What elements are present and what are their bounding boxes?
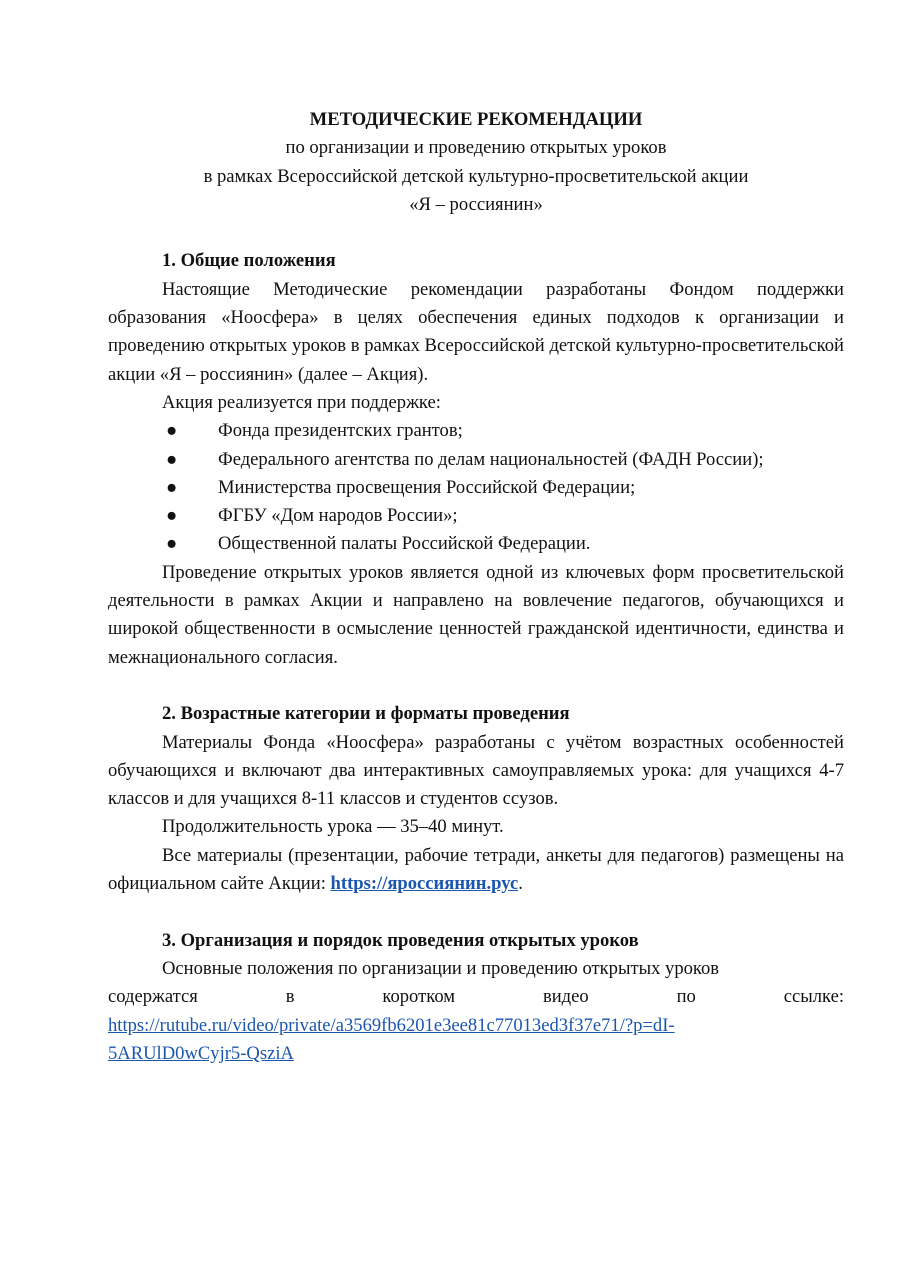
list-item xyxy=(108,417,844,445)
section-2-heading: 2. Возрастные категории и форматы проведения xyxy=(162,703,570,725)
bullet-icon: ● xyxy=(166,505,178,527)
section-3-spread-line xyxy=(108,983,844,1011)
section-2-paragraph-2: Продолжительность урока — 35–40 минут. xyxy=(162,816,504,838)
list-item-text: Общественной палаты Российской Федерации. xyxy=(218,533,591,555)
word: по xyxy=(676,986,696,1008)
list-item xyxy=(108,446,844,474)
section-3-heading: 3. Организация и порядок проведения открытых уроков xyxy=(162,929,639,951)
document-title: МЕТОДИЧЕСКИЕ РЕКОМЕНДАЦИИ xyxy=(309,109,643,130)
bullet-icon: ● xyxy=(166,448,178,470)
section-2-paragraph-3 xyxy=(108,842,844,899)
word: ссылке: xyxy=(783,986,844,1008)
bullet-icon: ● xyxy=(166,533,178,555)
section-1-paragraph-2: Акция реализуется при поддержке: xyxy=(162,391,441,413)
video-link-block xyxy=(108,1012,844,1069)
video-link-line-1[interactable]: https://rutube.ru/video/private/a3569fb6201e3ee81c77013ed3f37e71/?p=dI- xyxy=(108,1014,675,1036)
support-list xyxy=(108,417,844,558)
paragraph-text: Все материалы (презентации, рабочие тетради, анкеты для педагогов) размещены на официальном сайте Акции: xyxy=(108,844,844,895)
video-link-line-2[interactable]: 5ARUlD0wCyjr5-QsziA xyxy=(108,1042,294,1064)
bullet-icon: ● xyxy=(166,420,178,442)
list-item-text: Фонда президентских грантов; xyxy=(218,420,463,442)
paragraph-end: . xyxy=(518,873,523,895)
list-item-text: Федерального агентства по делам национальностей (ФАДН России); xyxy=(218,448,764,470)
word: содержатся xyxy=(108,986,198,1008)
list-item xyxy=(108,502,844,530)
list-item xyxy=(108,474,844,502)
section-3-paragraph-1: Основные положения по организации и проведению открытых уроков xyxy=(162,957,720,979)
word: в xyxy=(285,986,295,1008)
section-2-paragraph-1: Материалы Фонда «Ноосфера» разработаны с учётом возрастных особенностей обучающихся и включают два интерактивных самоуправляемых урока: для учащихся 4-7 классов и для учащихся 8-11 классов и студентов ссузов. xyxy=(108,731,844,810)
subtitle-line-3: «Я – россиянин» xyxy=(409,193,543,215)
word: видео xyxy=(542,986,589,1008)
section-1-paragraph-1: Настоящие Методические рекомендации разработаны Фондом поддержки образования «Ноосфера» в целях обеспечения единых подходов к организации и проведению открытых уроков в рамках Всероссийской детской культурно-просветительской акции «Я – россиянин» (далее – Акция). xyxy=(108,278,844,385)
document-page xyxy=(108,106,844,1068)
bullet-icon: ● xyxy=(166,476,178,498)
spacer xyxy=(108,898,844,926)
word: коротком xyxy=(382,986,456,1008)
section-1-paragraph-3: Проведение открытых уроков является одной из ключевых форм просветительской деятельности в рамках Акции и направлено на вовлечение педагогов, обучающихся и широкой общественности в осмысление ценностей гражданской идентичности, единства и межнационального согласия. xyxy=(108,561,844,668)
list-item-text: ФГБУ «Дом народов России»; xyxy=(218,505,458,527)
subtitle-line-2: в рамках Всероссийской детской культурно-просветительской акции xyxy=(203,165,749,187)
spacer xyxy=(108,219,844,247)
section-1-heading: 1. Общие положения xyxy=(162,250,336,272)
list-item xyxy=(108,530,844,558)
official-site-link[interactable]: https://яроссиянин.рус xyxy=(330,873,519,895)
subtitle-line-1: по организации и проведению открытых уроков xyxy=(285,137,667,159)
list-item-text: Министерства просвещения Российской Федерации; xyxy=(218,476,636,498)
spacer xyxy=(108,672,844,700)
